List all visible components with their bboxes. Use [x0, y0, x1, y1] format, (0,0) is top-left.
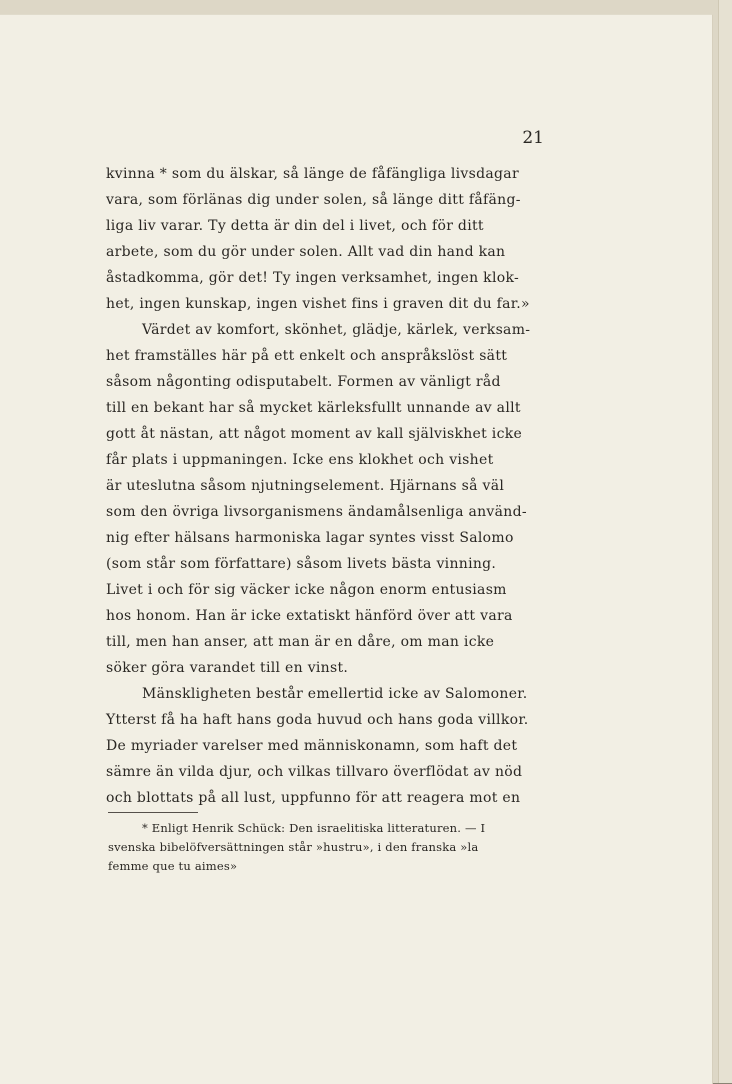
text-line: kvinna * som du älskar, så länge de fåfängliga livsdagar — [106, 166, 519, 182]
text-line: såsom någonting odisputabelt. Formen av vänligt råd — [106, 374, 501, 390]
text-line: till en bekant har så mycket kärleksfullt unnande av allt — [106, 400, 521, 416]
text-line: het, ingen kunskap, ingen vishet fins i graven dit du far.» — [106, 296, 530, 312]
footnote-line: svenska bibelöfversättningen står »hustru», i den franska »la — [108, 840, 479, 854]
text-line: hos honom. Han är icke extatiskt hänförd över att vara — [106, 608, 513, 624]
text-line: nig efter hälsans harmoniska lagar syntes visst Salomo — [106, 530, 514, 546]
text-line: Ytterst få ha haft hans goda huvud och hans goda villkor. — [106, 712, 529, 728]
footnote-line: femme que tu aimes» — [108, 859, 238, 873]
text-line: liga liv varar. Ty detta är din del i livet, och för ditt — [106, 218, 484, 234]
text-line: söker göra varandet till en vinst. — [106, 660, 349, 676]
text-line: Livet i och för sig väcker icke någon enorm entusiasm — [106, 582, 507, 598]
text-line: (som står som författare) såsom livets bästa vinning. — [106, 556, 497, 572]
text-line: arbete, som du gör under solen. Allt vad din hand kan — [106, 244, 506, 260]
text-line: är uteslutna såsom njutningselement. Hjärnans så väl — [106, 478, 505, 494]
book-page — [0, 14, 713, 1084]
page-number: 21 — [522, 128, 544, 148]
text-line: som den övriga livsorganismens ändamålsenliga använd- — [106, 504, 527, 520]
text-line: Mänskligheten består emellertid icke av Salomoner. — [142, 686, 528, 702]
text-line: gott åt nästan, att något moment av kall själviskhet icke — [106, 426, 523, 442]
footnote — [108, 819, 548, 876]
footnote-divider — [108, 812, 198, 813]
text-line: sämre än vilda djur, och vilkas tillvaro överflödat av nöd — [106, 764, 523, 780]
text-line: till, men han anser, att man är en dåre, om man icke — [106, 634, 495, 650]
text-line: åstadkomma, gör det! Ty ingen verksamhet, ingen klok- — [106, 270, 520, 286]
body-text — [106, 161, 546, 811]
footnote-line: * Enligt Henrik Schück: Den israelitiska litteraturen. — I — [142, 821, 486, 835]
text-line: Värdet av komfort, skönhet, glädje, kärlek, verksam- — [142, 322, 531, 338]
text-line: får plats i uppmaningen. Icke ens klokhet och vishet — [106, 452, 494, 468]
text-line: De myriader varelser med människonamn, som haft det — [106, 738, 518, 754]
text-line: het framställes här på ett enkelt och anspråkslöst sätt — [106, 348, 508, 364]
text-line: och blottats på all lust, uppfunno för att reagera mot en — [106, 790, 521, 806]
text-line: vara, som förlänas dig under solen, så länge ditt fåfäng- — [106, 192, 521, 208]
